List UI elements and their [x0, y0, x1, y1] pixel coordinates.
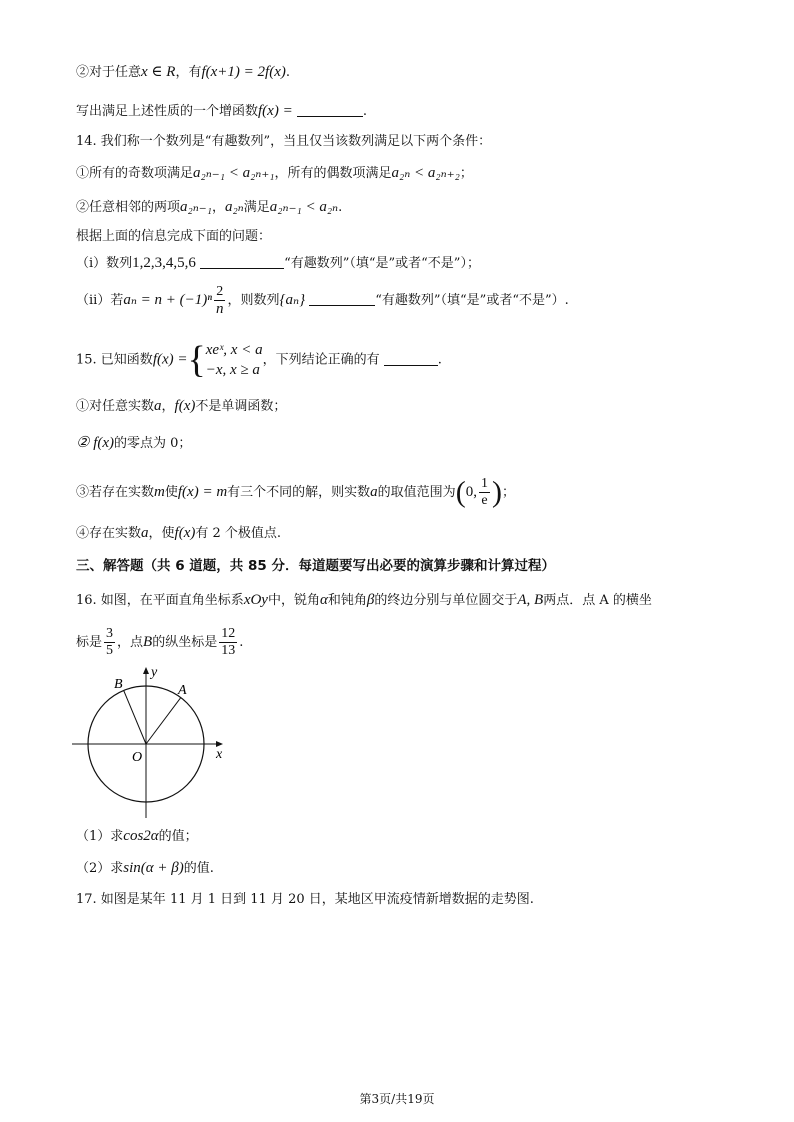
fraction-1-over-e: $\frac{1}{e}$	[480, 476, 488, 508]
q15-option-1: ①对任意实数a，f(x)不是单调函数；	[76, 398, 287, 414]
q14-condition-1: ①所有的奇数项满足a₂ₙ₋₁ < a₂ₙ₊₁，所有的偶数项满足a₂ₙ < a₂ₙ₊₂；	[76, 165, 473, 181]
ray-oa	[146, 698, 181, 744]
q14-part-2: （ii）若aₙ = n + (−1)ⁿ $\frac{2}{n}$ ，则数列{aₙ} “有趣数列”（填“是”或者“不是”）.	[76, 284, 569, 317]
q16-sub-1: （1）求cos2α的值；	[76, 828, 198, 844]
fraction-3-over-5: $\frac{3}{5}$	[106, 626, 114, 658]
q16-line-2: 标是 $\frac{3}{5}$ ，点B的纵坐标是 $\frac{12}{13}$ .	[76, 626, 244, 658]
q16-sub-2: （2）求sin(α + β)的值.	[76, 860, 214, 876]
q14-guide: 根据上面的信息完成下面的问题：	[76, 229, 272, 244]
q15-intro: 15. 已知函数f(x) ={ xeˣ, x < a −x, x ≥ a ，下列结论正确的有 .	[76, 339, 442, 381]
answer-blank	[309, 291, 375, 306]
q14-intro: 14. 我们称一个数列是“有趣数列”，当且仅当该数列满足以下两个条件：	[76, 134, 492, 149]
left-brace: {	[187, 339, 206, 381]
formula-functional-equation: f(x+1) = 2f(x)	[201, 64, 286, 80]
q14-part-1: （i）数列1,2,3,4,5,6 “有趣数列”（填“是”或者“不是”）；	[76, 255, 480, 271]
point-b-label: B	[114, 677, 123, 692]
q16-intro: 16. 如图，在平面直角坐标系xOy中，锐角α和钝角β的终边分别与单位圆交于A, B两点．点 A 的横坐	[76, 592, 652, 608]
q15-option-3: ③若存在实数m使f(x) = m有三个不同的解，则实数a的取值范围为(0, $\frac{1}{e}$ )；	[76, 475, 515, 509]
x-axis-label: x	[216, 747, 223, 762]
origin-label: O	[132, 750, 143, 765]
q17-intro: 17. 如图是某年 11 月 1 日到 11 月 20 日，某地区甲流疫情新增数据的走势图.	[76, 892, 534, 907]
q15-option-4: ④存在实数a，使f(x)有 2 个极值点.	[76, 525, 282, 541]
answer-blank	[200, 254, 284, 269]
y-axis-label: y	[151, 665, 158, 680]
formula-x-in-R: x ∈ R	[141, 64, 176, 80]
unit-circle-figure	[68, 660, 228, 820]
fraction-12-over-13: $\frac{12}{13}$	[221, 626, 236, 658]
q13-condition-2: ②对于任意x ∈ R，有f(x+1) = 2f(x).	[76, 64, 290, 80]
fraction-2-over-n: $\frac{2}{n}$	[216, 284, 224, 317]
answer-blank	[297, 102, 363, 117]
q15-option-2: ② f(x)的零点为 0；	[76, 435, 192, 451]
point-a-label: A	[178, 683, 187, 698]
ray-ob	[124, 691, 146, 745]
q13-question: 写出满足上述性质的一个增函数f(x) = .	[76, 103, 367, 119]
y-axis-arrow	[143, 667, 149, 674]
answer-blank	[384, 351, 438, 366]
page-footer: 第3页/共19页	[359, 1092, 435, 1106]
q14-condition-2: ②任意相邻的两项a₂ₙ₋₁，a₂ₙ满足a₂ₙ₋₁ < a₂ₙ.	[76, 199, 343, 215]
section-heading: 三、解答题（共 6 道题，共 85 分．每道题要写出必要的演算步骤和计算过程）	[76, 558, 555, 574]
piecewise-cases: xeˣ, x < a −x, x ≥ a	[205, 342, 263, 378]
